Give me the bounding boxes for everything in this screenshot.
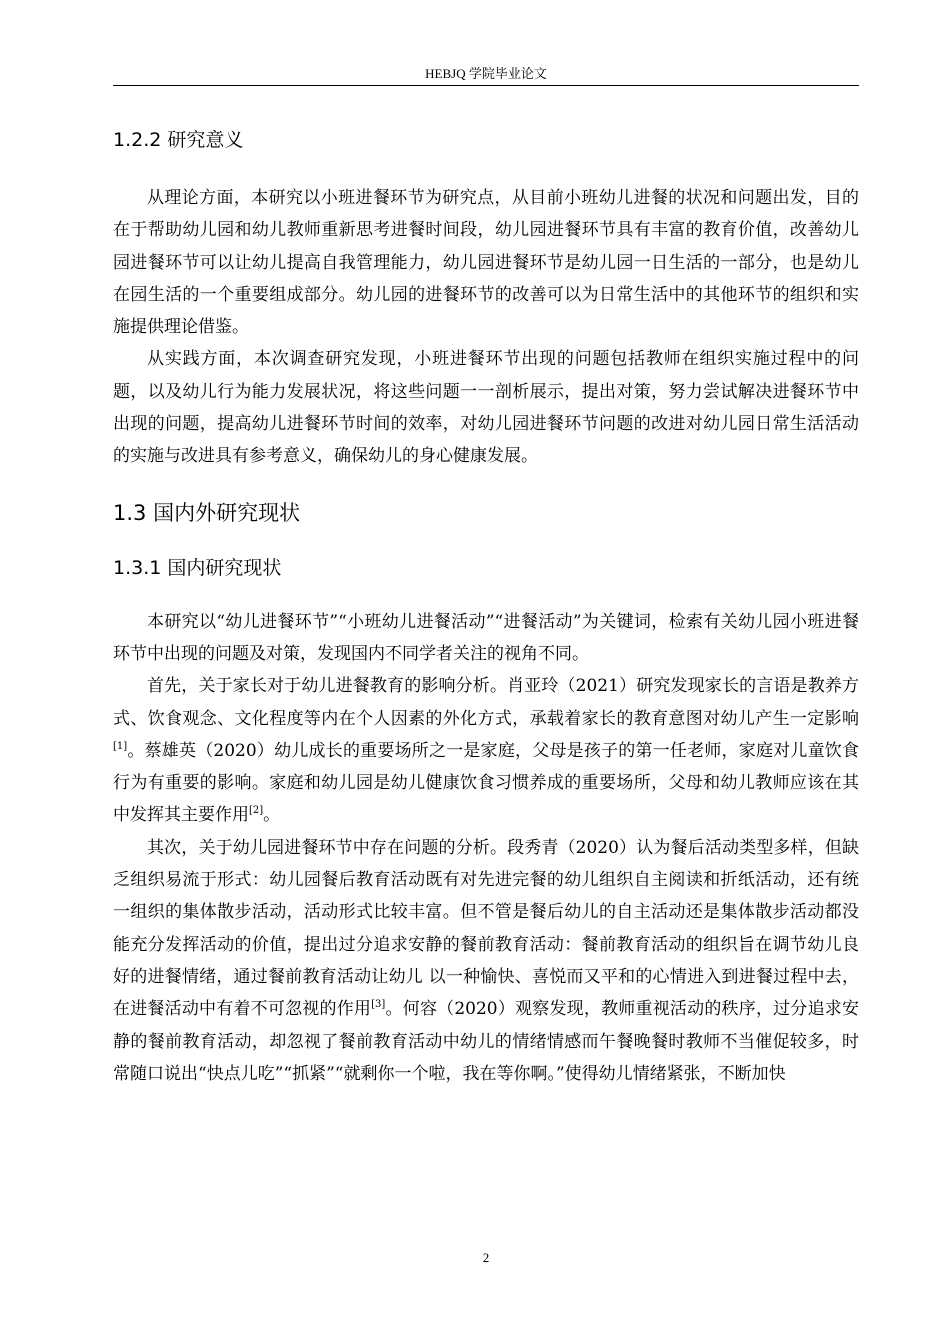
paragraph-parents-part-3: 。 [263,805,281,826]
paragraph-keywords: 本研究以“幼儿进餐环节”“小班幼儿进餐活动”“进餐活动”为关键词，检索有关幼儿园小班进餐环节中出现的问题及对策，发现国内不同学者关注的视角不同。 [113,611,859,664]
paragraph-parents-part-1: 首先，关于家长对于幼儿进餐教育的影响分析。肖亚玲（2021）研究发现家长的言语是教养方式、饮食观念、文化程度等内在个人因素的外化方式，承载着家长的教育意图对幼儿产生一定影响 [113,676,859,729]
citation-1: [1] [113,740,128,752]
page-number: 2 [482,1250,490,1265]
paragraph-problems-part-2: 。何容（2020）观察发现，教师重视活动的秩序，过分追求安静的餐前教育活动，却忽视了餐前教育活动中幼儿的情绪情感而午餐晚餐时教师不当催促较多，时常随口说出“快点儿吃”“抓紧”“就剩你一个啦，我在等你啊。”使得幼儿情绪紧张，不断加快 [113,999,860,1084]
page-header: HEBJQ 学院毕业论文 [425,66,547,81]
paragraph-parents [113,670,859,831]
page-content [113,122,859,1090]
section-body-1-3-1 [113,606,859,1090]
paragraph-theory: 从理论方面，本研究以小班进餐环节为研究点，从目前小班幼儿进餐的状况和问题出发，目的在于帮助幼儿园和幼儿教师重新思考进餐时间段，幼儿园进餐环节具有丰富的教育价值，改善幼儿园进餐环节可以让幼儿提高自我管理能力，幼儿园进餐环节是幼儿园一日生活的一部分，也是幼儿在园生活的一个重要组成部分。幼儿园的进餐环节的改善可以为日常生活中的其他环节的组织和实施提供理论借鉴。 [113,188,859,338]
citation-3: [3] [371,999,386,1011]
paragraph-problems [113,832,859,1090]
paragraph-problems-part-1: 其次，关于幼儿园进餐环节中存在问题的分析。段秀青（2020）认为餐后活动类型多样，但缺乏组织易流于形式：幼儿园餐后教育活动既有对先进完餐的幼儿组织自主阅读和折纸活动，还有统一组织的集体散步活动，活动形式比较丰富。但不管是餐后幼儿的自主活动还是集体散步活动都没能充分发挥活动的价值，提出过分追求安静的餐前教育活动：餐前教育活动的组织旨在调节幼儿良好的进餐情绪，通过餐前教育活动让幼儿 以一种愉快、喜悦而又平和的心情进入到进餐过程中去，在进餐活动中有着不可忽视的作用 [113,837,859,1020]
citation-2: [2] [249,805,264,817]
section-heading-1-3-1: 1.3.1 国内研究现状 [113,556,282,579]
section-body-1-2-2 [113,182,859,473]
header-rule [113,85,859,86]
section-heading-1-3: 1.3 国内外研究现状 [113,500,301,525]
paragraph-parents-part-2: 。蔡雄英（2020）幼儿成长的重要场所之一是家庭，父母是孩子的第一任老师，家庭对儿童饮食行为有重要的影响。家庭和幼儿园是幼儿健康饮食习惯养成的重要场所，父母和幼儿教师应该在其中发挥其主要作用 [113,740,859,826]
paragraph-practice: 从实践方面，本次调查研究发现，小班进餐环节出现的问题包括教师在组织实施过程中的问题，以及幼儿行为能力发展状况，将这些问题一一剖析展示，提出对策，努力尝试解决进餐环节中出现的问题，提高幼儿进餐环节时间的效率，对幼儿园进餐环节问题的改进对幼儿园日常生活活动的实施与改进具有参考意义，确保幼儿的身心健康发展。 [113,349,859,467]
section-heading-1-2-2: 1.2.2 研究意义 [113,129,244,151]
